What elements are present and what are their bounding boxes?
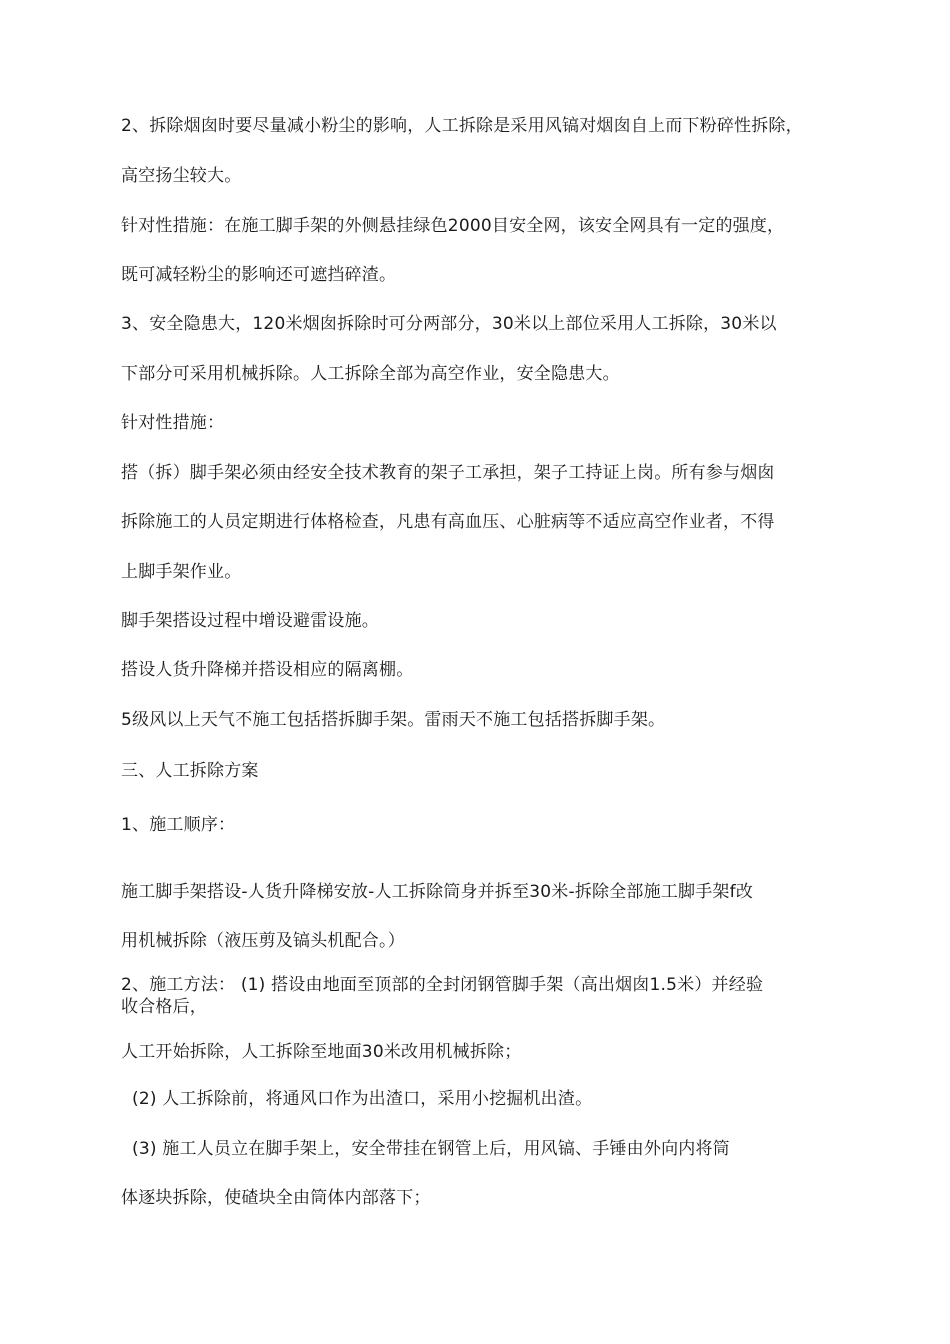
paragraph-line-10: 上脚手架作业。 <box>121 562 242 582</box>
paragraph-line-15: 1、施工顺序： <box>121 815 236 835</box>
section-heading: 三、人工拆除方案 <box>121 761 259 781</box>
paragraph-line-13: 5级风以上天气不施工包括搭拆脚手架。雷雨天不施工包括搭拆脚手架。 <box>121 710 666 730</box>
paragraph-line-23: 体逐块拆除，使碴块全由筒体内部落下； <box>121 1188 431 1208</box>
paragraph-line-1: 2、拆除烟囱时要尽量减小粉尘的影响，人工拆除是采用风镐对烟囱自上而下粉碎性拆除， <box>121 116 803 136</box>
paragraph-line-2: 高空扬尘较大。 <box>121 166 242 186</box>
paragraph-line-12: 搭设人货升降梯并搭设相应的隔离棚。 <box>121 660 414 680</box>
paragraph-line-22: (3) 施工人员立在脚手架上，安全带挂在钢管上后，用风镐、手锤由外向内将筒 <box>132 1139 730 1159</box>
paragraph-line-19: 收合格后， <box>121 997 207 1017</box>
paragraph-line-6: 下部分可采用机械拆除。人工拆除全部为高空作业，安全隐患大。 <box>121 364 620 384</box>
paragraph-line-9: 拆除施工的人员定期进行体格检查，凡患有高血压、心脏病等不适应高空作业者，不得 <box>121 512 775 532</box>
paragraph-line-16: 施工脚手架搭设-人货升降梯安放-人工拆除筒身并拆至30米-拆除全部施工脚手架f改 <box>121 882 754 902</box>
paragraph-line-7: 针对性措施： <box>121 413 225 433</box>
paragraph-line-21: (2) 人工拆除前，将通风口作为出渣口，采用小挖掘机出渣。 <box>132 1089 593 1109</box>
paragraph-line-11: 脚手架搭设过程中增设避雷设施。 <box>121 611 379 631</box>
paragraph-line-17: 用机械拆除（液压剪及镐头机配合。） <box>121 931 405 951</box>
paragraph-line-4: 既可减轻粉尘的影响还可遮挡碎渣。 <box>121 265 397 285</box>
paragraph-line-18: 2、施工方法： (1) 搭设由地面至顶部的全封闭钢管脚手架（高出烟囱1.5米）并经验 <box>121 975 764 995</box>
paragraph-line-3: 针对性措施：在施工脚手架的外侧悬挂绿色2000目安全网，该安全网具有一定的强度， <box>121 216 785 236</box>
paragraph-line-20: 人工开始拆除，人工拆除至地面30米改用机械拆除； <box>121 1042 522 1062</box>
paragraph-line-5: 3、安全隐患大，120米烟囱拆除时可分两部分，30米以上部位采用人工拆除，30米以 <box>121 314 777 334</box>
paragraph-line-8: 搭（拆）脚手架必须由经安全技术教育的架子工承担，架子工持证上岗。所有参与烟囱 <box>121 463 775 483</box>
